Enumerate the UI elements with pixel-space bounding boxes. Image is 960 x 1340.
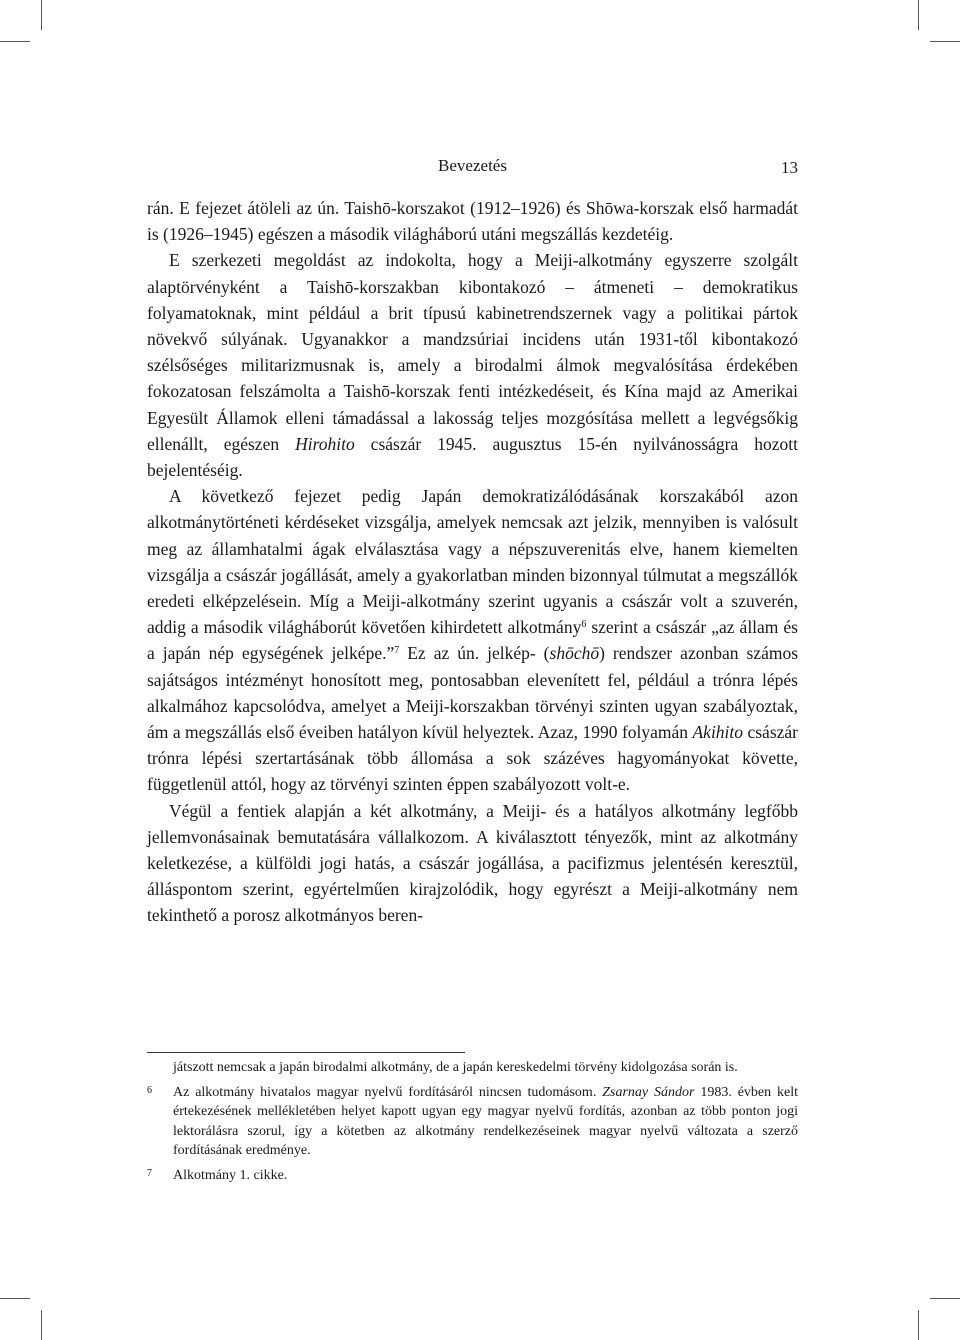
footnote-text: játszott nemcsak a japán birodalmi alkotmány, de a japán kereskedelmi törvény kidolgozása során is. (173, 1060, 738, 1075)
paragraph: rán. E fejezet átöleli az ún. Taishō-korszakot (1912–1926) és Shōwa-korszak első harmadát is (1926–1945) egészen a második világháború utáni megszállás kezdetéig. (147, 198, 798, 245)
running-header (147, 156, 798, 180)
crop-mark (41, 1310, 42, 1340)
footnote-continued (147, 1058, 798, 1078)
text-span: császár trónra lépési szertartásának több állomása a sok százéves hagyományokat követte, függetlenül attól, hogy az törvényi szinten éppen szabályozott volt-e. (147, 722, 798, 795)
text-span: Ez az ún. jelkép- ( (399, 643, 550, 664)
text-span: császár 1945. augusztus 15-én nyilvánosságra hozott bejelentéséig. (147, 433, 798, 481)
paragraph: Végül a fentiek alapján a két alkotmány, a Meiji- és a hatályos alkotmány legfőbb jellemvonásainak bemutatására vállalkozom. A kiválasztott tényezők, mint az alkotmány keletkezése, a külföldi jogi hatás, a császár jogállása, a pacifizmus jelentésén keresztül, álláspontom szerint, egyértelműen kirajzolódik, hogy egyrészt a Meiji-alkotmány nem tekinthető a porosz alkotmányos beren- (147, 800, 798, 926)
text-span: szerint a császár „az állam és a japán nép egységének jelképe.” (147, 617, 798, 664)
paragraph (147, 247, 798, 483)
text-span: E szerkezeti megoldást az indokolta, hogy a Meiji-alkotmány egyszerre szolgált alaptörvényként a Taishō-korszakban kibontakozó – átmeneti – demokratikus folyamatoknak, mint például a brit típusú kabinetrendszernek vagy a politikai pártok növekvő súlyának. Ugyanakkor a mandzsúriai incidens után 1931-től kibontakozó szélsőséges militarizmusnak is, amely a birodalmi álmok megvalósítása érdekében fokozatosan felszámolta a Taishō-korszak fenti intézkedéseit, és Kína majd az Amerikai Egyesült Államok elleni támadással a lakosság teljes mozgósítása mellett a legvégsőkig ellenállt, egészen (147, 250, 798, 454)
crop-mark (0, 41, 30, 42)
footnote-text: Alkotmány 1. cikke. (173, 1167, 288, 1183)
footnote-6 (147, 1083, 798, 1161)
crop-mark (930, 41, 960, 42)
author-name: Zsarnay Sándor (602, 1084, 695, 1100)
running-title: Bevezetés (438, 156, 507, 175)
footnote-text: 1983. évben kelt értekezésének mellékletében helyet kapott ugyan egy magyar nyelvű fordítás, azonban az több ponton jogi lektorálásra szorul, így a kötetben az alkotmány rendelkezéseinek magyar nyelvű változata a szerző fordításának eredménye. (173, 1084, 798, 1158)
footnote-7 (147, 1166, 798, 1186)
footnote-ref[interactable]: 6 (581, 619, 587, 631)
footnote-mark: 7 (147, 1167, 152, 1179)
term: shōchō (549, 643, 600, 664)
text-span: A következő fejezet pedig Japán demokratizálódásának korszakából azon alkotmánytörténeti kérdéseket vizsgálja, amelyek nemcsak azt jelzik, mennyiben is valósult meg az államhatalmi ágak elválasztása vagy a népszuverenitás elve, hanem kiemelten vizsgálja a császár jogállását, amely a gyakorlatban minden bizonnyal túlmutat a megszállók eredeti elképzelésein. Míg a Meiji-alkotmány szerint ugyanis a császár volt a szuverén, addig a második világháborút követően kihirdetett alkotmány (147, 486, 798, 638)
crop-mark (0, 1298, 30, 1299)
footnote-divider (147, 1052, 465, 1053)
text-span: ) rendszer azonban számos sajátságos intézményt honosított meg, pontosabban elevenített fel, például a trónra lépés alkalmához kapcsolódva, amelyet a Meiji-korszakban törvényi szinten ugyan szabályoztak, ám a megszállás első éveiben hatályon kívül helyeztek. Azaz, 1990 folyamán (147, 643, 799, 743)
page-number: 13 (781, 158, 798, 177)
person-name: Hirohito (295, 433, 355, 454)
footnote-mark: 6 (147, 1084, 152, 1096)
body-text (147, 195, 798, 929)
crop-mark (41, 0, 42, 30)
footnote-text: Az alkotmány hivatalos magyar nyelvű fordításáról nincsen tudomásom. (173, 1084, 603, 1100)
paragraph (147, 483, 798, 797)
footnote-ref[interactable]: 7 (394, 645, 400, 657)
crop-mark (918, 0, 919, 30)
person-name: Akihito (692, 722, 744, 743)
footnotes (147, 1058, 798, 1190)
crop-mark (930, 1298, 960, 1299)
crop-mark (918, 1310, 919, 1340)
